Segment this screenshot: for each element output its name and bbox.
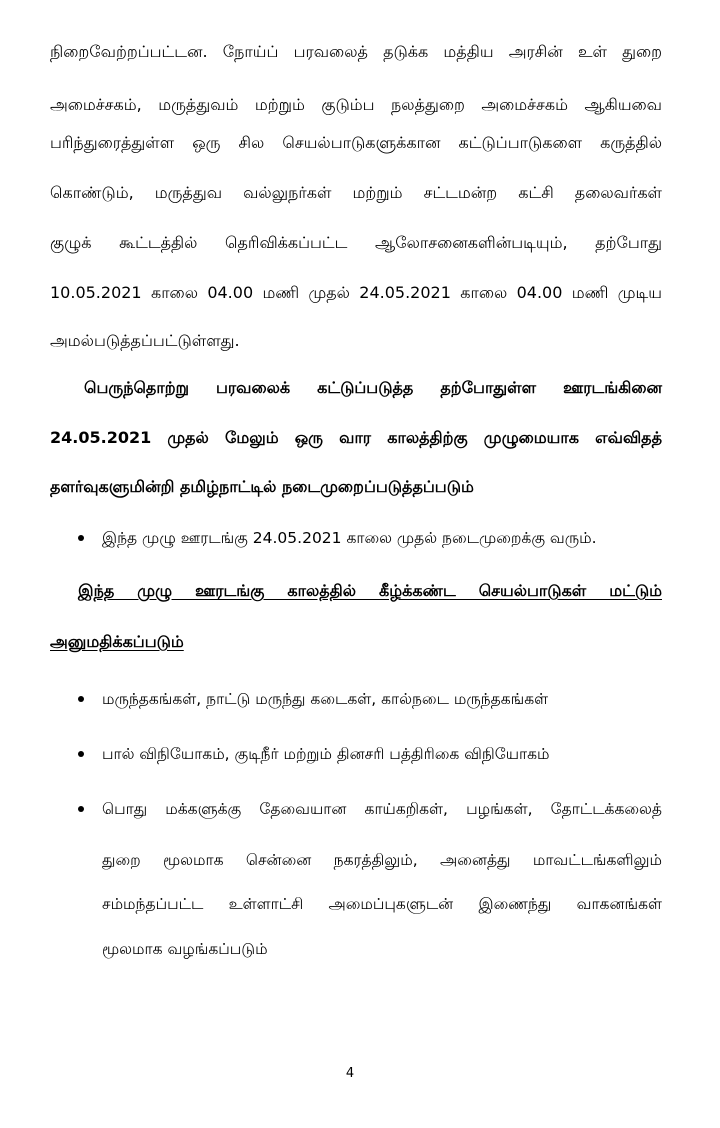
paragraph-line: பெருந்தொற்று பரவலைக் கட்டுப்படுத்த தற்போதுள்ள ஊரடங்கினை <box>84 378 662 397</box>
heading-line: இந்த முழு ஊரடங்கு காலத்தில் கீழ்க்கண்ட செயல்பாடுகள் மட்டும் <box>78 581 662 600</box>
list-item-text: சம்மந்தப்பட்ட உள்ளாட்சி அமைப்புகளுடன் இணைந்து வாகனங்கள் <box>102 895 662 913</box>
paragraph-line: கொண்டும், மருத்துவ வல்லுநர்கள் மற்றும் சட்டமன்ற கட்சி தலைவர்கள் <box>50 183 662 202</box>
page-number: 4 <box>345 1066 355 1081</box>
bullet-icon <box>78 751 84 757</box>
list-item-text: பால் விநியோகம், குடிநீர் மற்றும் தினசரி பத்திரிகை விநியோகம் <box>102 745 550 763</box>
paragraph-line: தளர்வுகளுமின்றி தமிழ்நாட்டில் நடைமுறைப்படுத்தப்படும் <box>50 477 474 496</box>
paragraph-line: குழுக் கூட்டத்தில் தெரிவிக்கப்பட்ட ஆலோசனைகளின்படியும், தற்போது <box>50 233 662 252</box>
list-item-text: மூலமாக வழங்கப்படும் <box>102 940 268 958</box>
paragraph-line: 24.05.2021 முதல் மேலும் ஒரு வார காலத்திற்கு முழுமையாக எவ்விதத் <box>50 428 662 447</box>
paragraph-line: நிறைவேற்றப்பட்டன. நோய்ப் பரவலைத் தடுக்க மத்திய அரசின் உள் துறை <box>50 42 663 61</box>
paragraph-line: 10.05.2021 காலை 04.00 மணி முதல் 24.05.2021 காலை 04.00 மணி முடிய <box>50 283 662 302</box>
bullet-icon <box>78 535 84 541</box>
list-item <box>78 799 662 969</box>
paragraph-line: அமைச்சகம், மருத்துவம் மற்றும் குடும்ப நலத்துறை அமைச்சகம் ஆகியவை <box>50 95 662 114</box>
heading-line: அனுமதிக்கப்படும் <box>50 632 184 651</box>
list-item-text: பொது மக்களுக்கு தேவையான காய்கறிகள், பழங்கள், தோட்டக்கலைத் <box>102 800 662 818</box>
list-item-text: துறை மூலமாக சென்னை நகரத்திலும், அனைத்து மாவட்டங்களிலும் <box>102 851 662 869</box>
paragraph-line: அமல்படுத்தப்பட்டுள்ளது. <box>50 331 240 350</box>
bullet-icon <box>78 806 84 812</box>
list-item-text: மருந்தகங்கள், நாட்டு மருந்து கடைகள், கால்நடை மருந்தகங்கள் <box>102 690 549 708</box>
bullet-icon <box>78 696 84 702</box>
paragraph-line: பரிந்துரைத்துள்ள ஒரு சில செயல்பாடுகளுக்கான கட்டுப்பாடுகளை கருத்தில் <box>50 133 662 152</box>
list-item-text: இந்த முழு ஊரடங்கு 24.05.2021 காலை முதல் நடைமுறைக்கு வரும். <box>102 529 597 547</box>
